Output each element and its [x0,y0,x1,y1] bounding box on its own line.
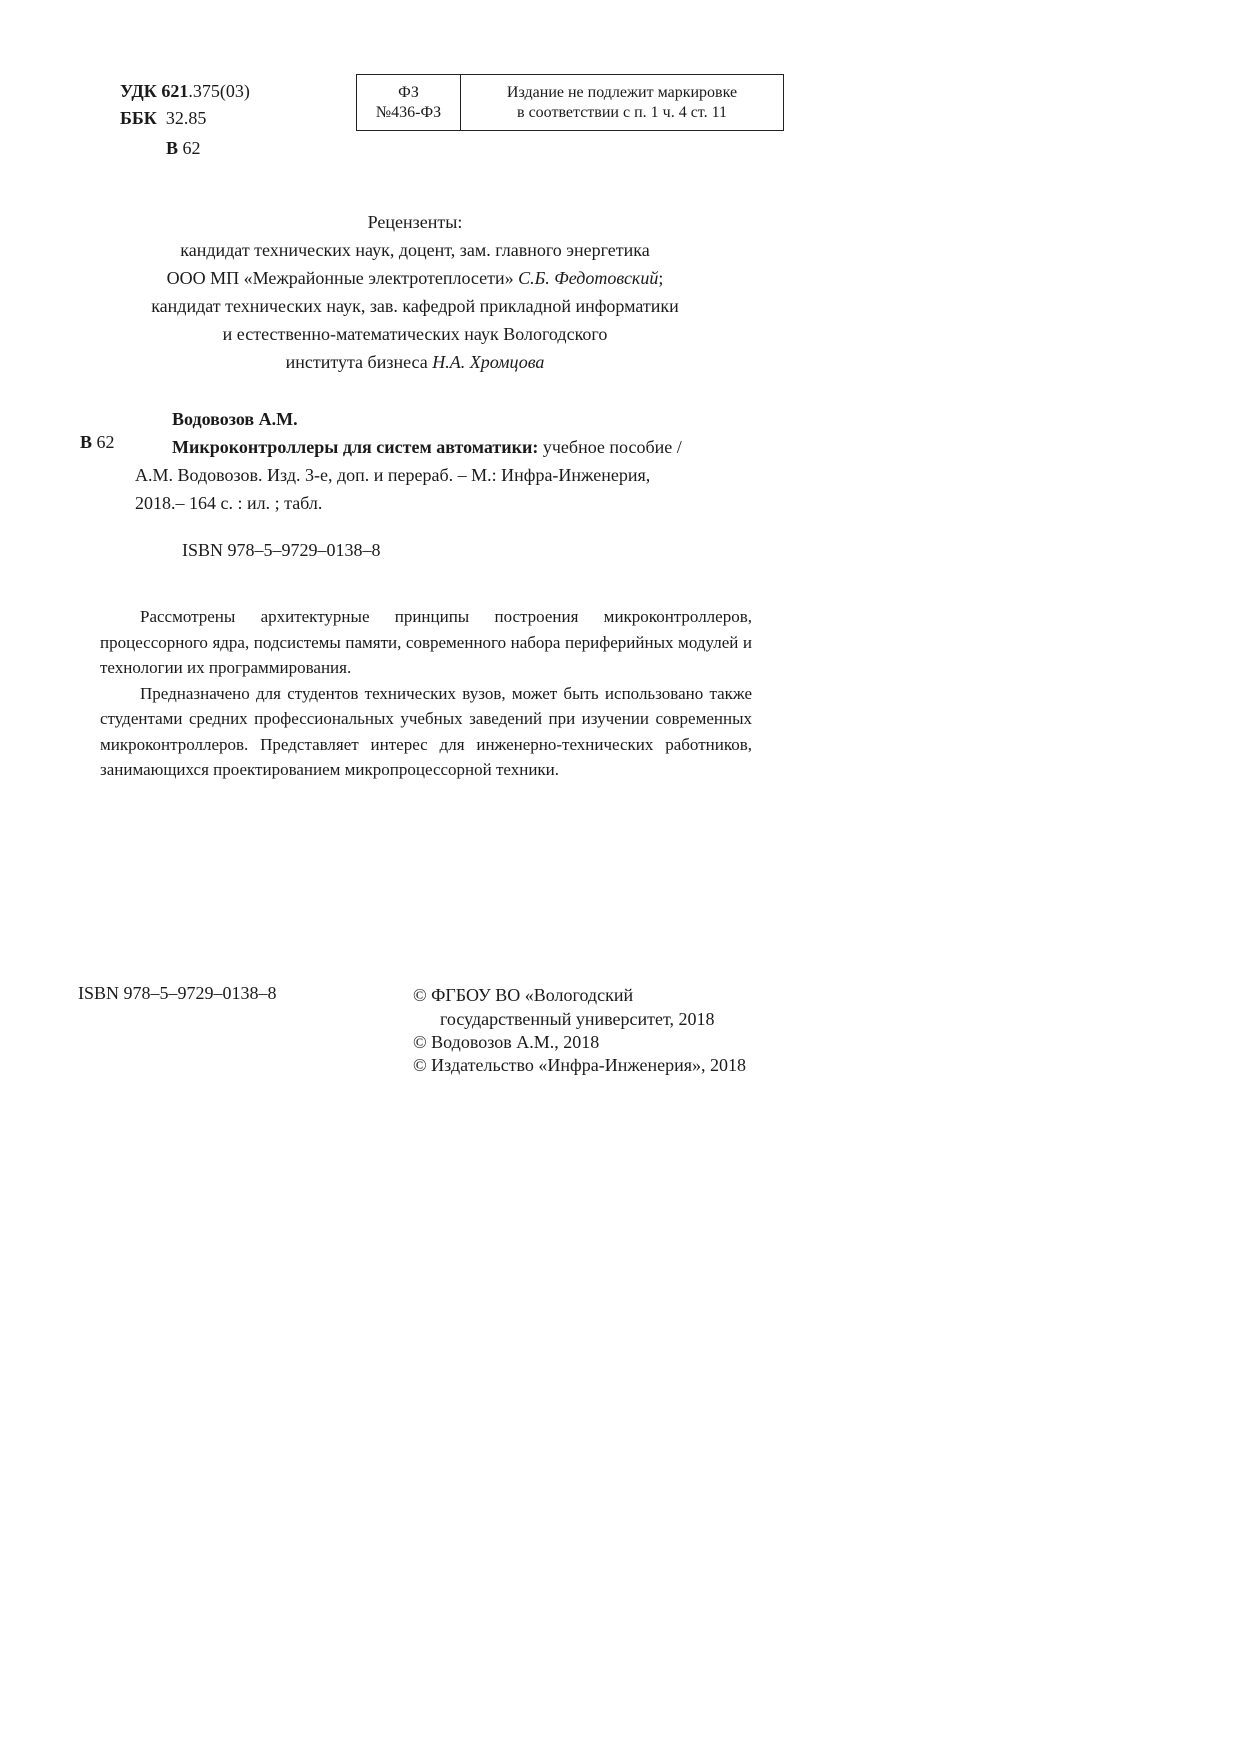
copyright-author: © Водовозов А.М., 2018 [413,1032,600,1052]
author-mark-letter: В [166,138,179,158]
reviewer-line-2-tail: ; [658,268,664,288]
reviewer-line-2 [100,264,730,292]
udk-rest-part: .375(03) [188,81,250,101]
author-mark-top [166,137,201,159]
reviewer-line-3: кандидат технических наук, зав. кафедрой прикладной информатики [151,296,679,316]
law-line-2: №436-ФЗ [375,103,442,121]
author-mark-number: 62 [182,138,201,158]
copyright-university-line-2: государственный университет, 2018 [440,1009,715,1029]
udk-label: УДК [120,81,157,101]
reviewer-line-4: и естественно-математических наук Вологодского [222,324,608,344]
reviewer-name-2: Н.А. Хромцова [432,352,545,372]
abstract-paragraph-1: Рассмотрены архитектурные принципы построения микроконтроллеров, процессорного ядра, подсистемы памяти, современного набора периферийных модулей и технологии их программирования. [100,607,752,677]
bib-author-mark [80,428,115,456]
udk-code [120,80,250,102]
law-cell [357,75,461,130]
bib-mark-number: 62 [96,432,115,452]
law-line-1: ФЗ [398,83,419,101]
copyright-university-line-1: © ФГБОУ ВО «Вологодский [413,985,634,1005]
bib-title: Микроконтроллеры для систем автоматики: [172,437,539,457]
marking-note-line-2: в соответствии с п. 1 ч. 4 ст. 11 [517,103,727,121]
bib-line-2: А.М. Водовозов. Изд. 3-е, доп. и перераб. – М.: Инфра-Инженерия, [135,465,651,485]
copyright-publisher: © Издательство «Инфра-Инженерия», 2018 [413,1055,747,1075]
reviewer-line-1: кандидат технических наук, доцент, зам. главного энергетика [180,240,650,260]
udk-bold-part: 621 [161,81,189,101]
reviewer-line-5-text: института бизнеса [285,352,433,372]
bib-author: Водовозов А.М. [172,409,298,429]
age-marking-box [356,74,784,131]
footer-isbn: ISBN 978–5–9729–0138–8 [78,983,277,1003]
bib-mark-letter: В [80,432,93,452]
abstract-paragraph-2: Предназначено для студентов технических вузов, может быть использовано также студентами средних профессиональных учебных заведений при изучении современных микроконтроллеров. Представляет интерес для инженерно-технических работников, занимающихся проектированием микропроцессорной техники. [100,683,752,779]
reviewers-heading: Рецензенты: [367,212,463,232]
marking-note-cell [461,75,783,130]
reviewer-line-2-text: ООО МП «Межрайонные электротеплосети» [166,268,519,288]
reviewer-name-1: С.Б. Федотовский [518,268,659,288]
bbk-label: ББК [120,108,157,128]
bib-line-3: 2018.– 164 с. : ил. ; табл. [135,493,323,513]
bbk-value: 32.85 [165,108,207,128]
reviewer-line-5 [100,348,730,376]
abstract [100,604,752,783]
bib-isbn: ISBN 978–5–9729–0138–8 [182,540,381,560]
reviewers-block [100,208,730,376]
bib-title-rest: учебное пособие / [538,437,682,457]
bbk-code [120,107,206,129]
bib-title-line [172,433,682,461]
marking-note-line-1: Издание не подлежит маркировке [506,83,738,101]
